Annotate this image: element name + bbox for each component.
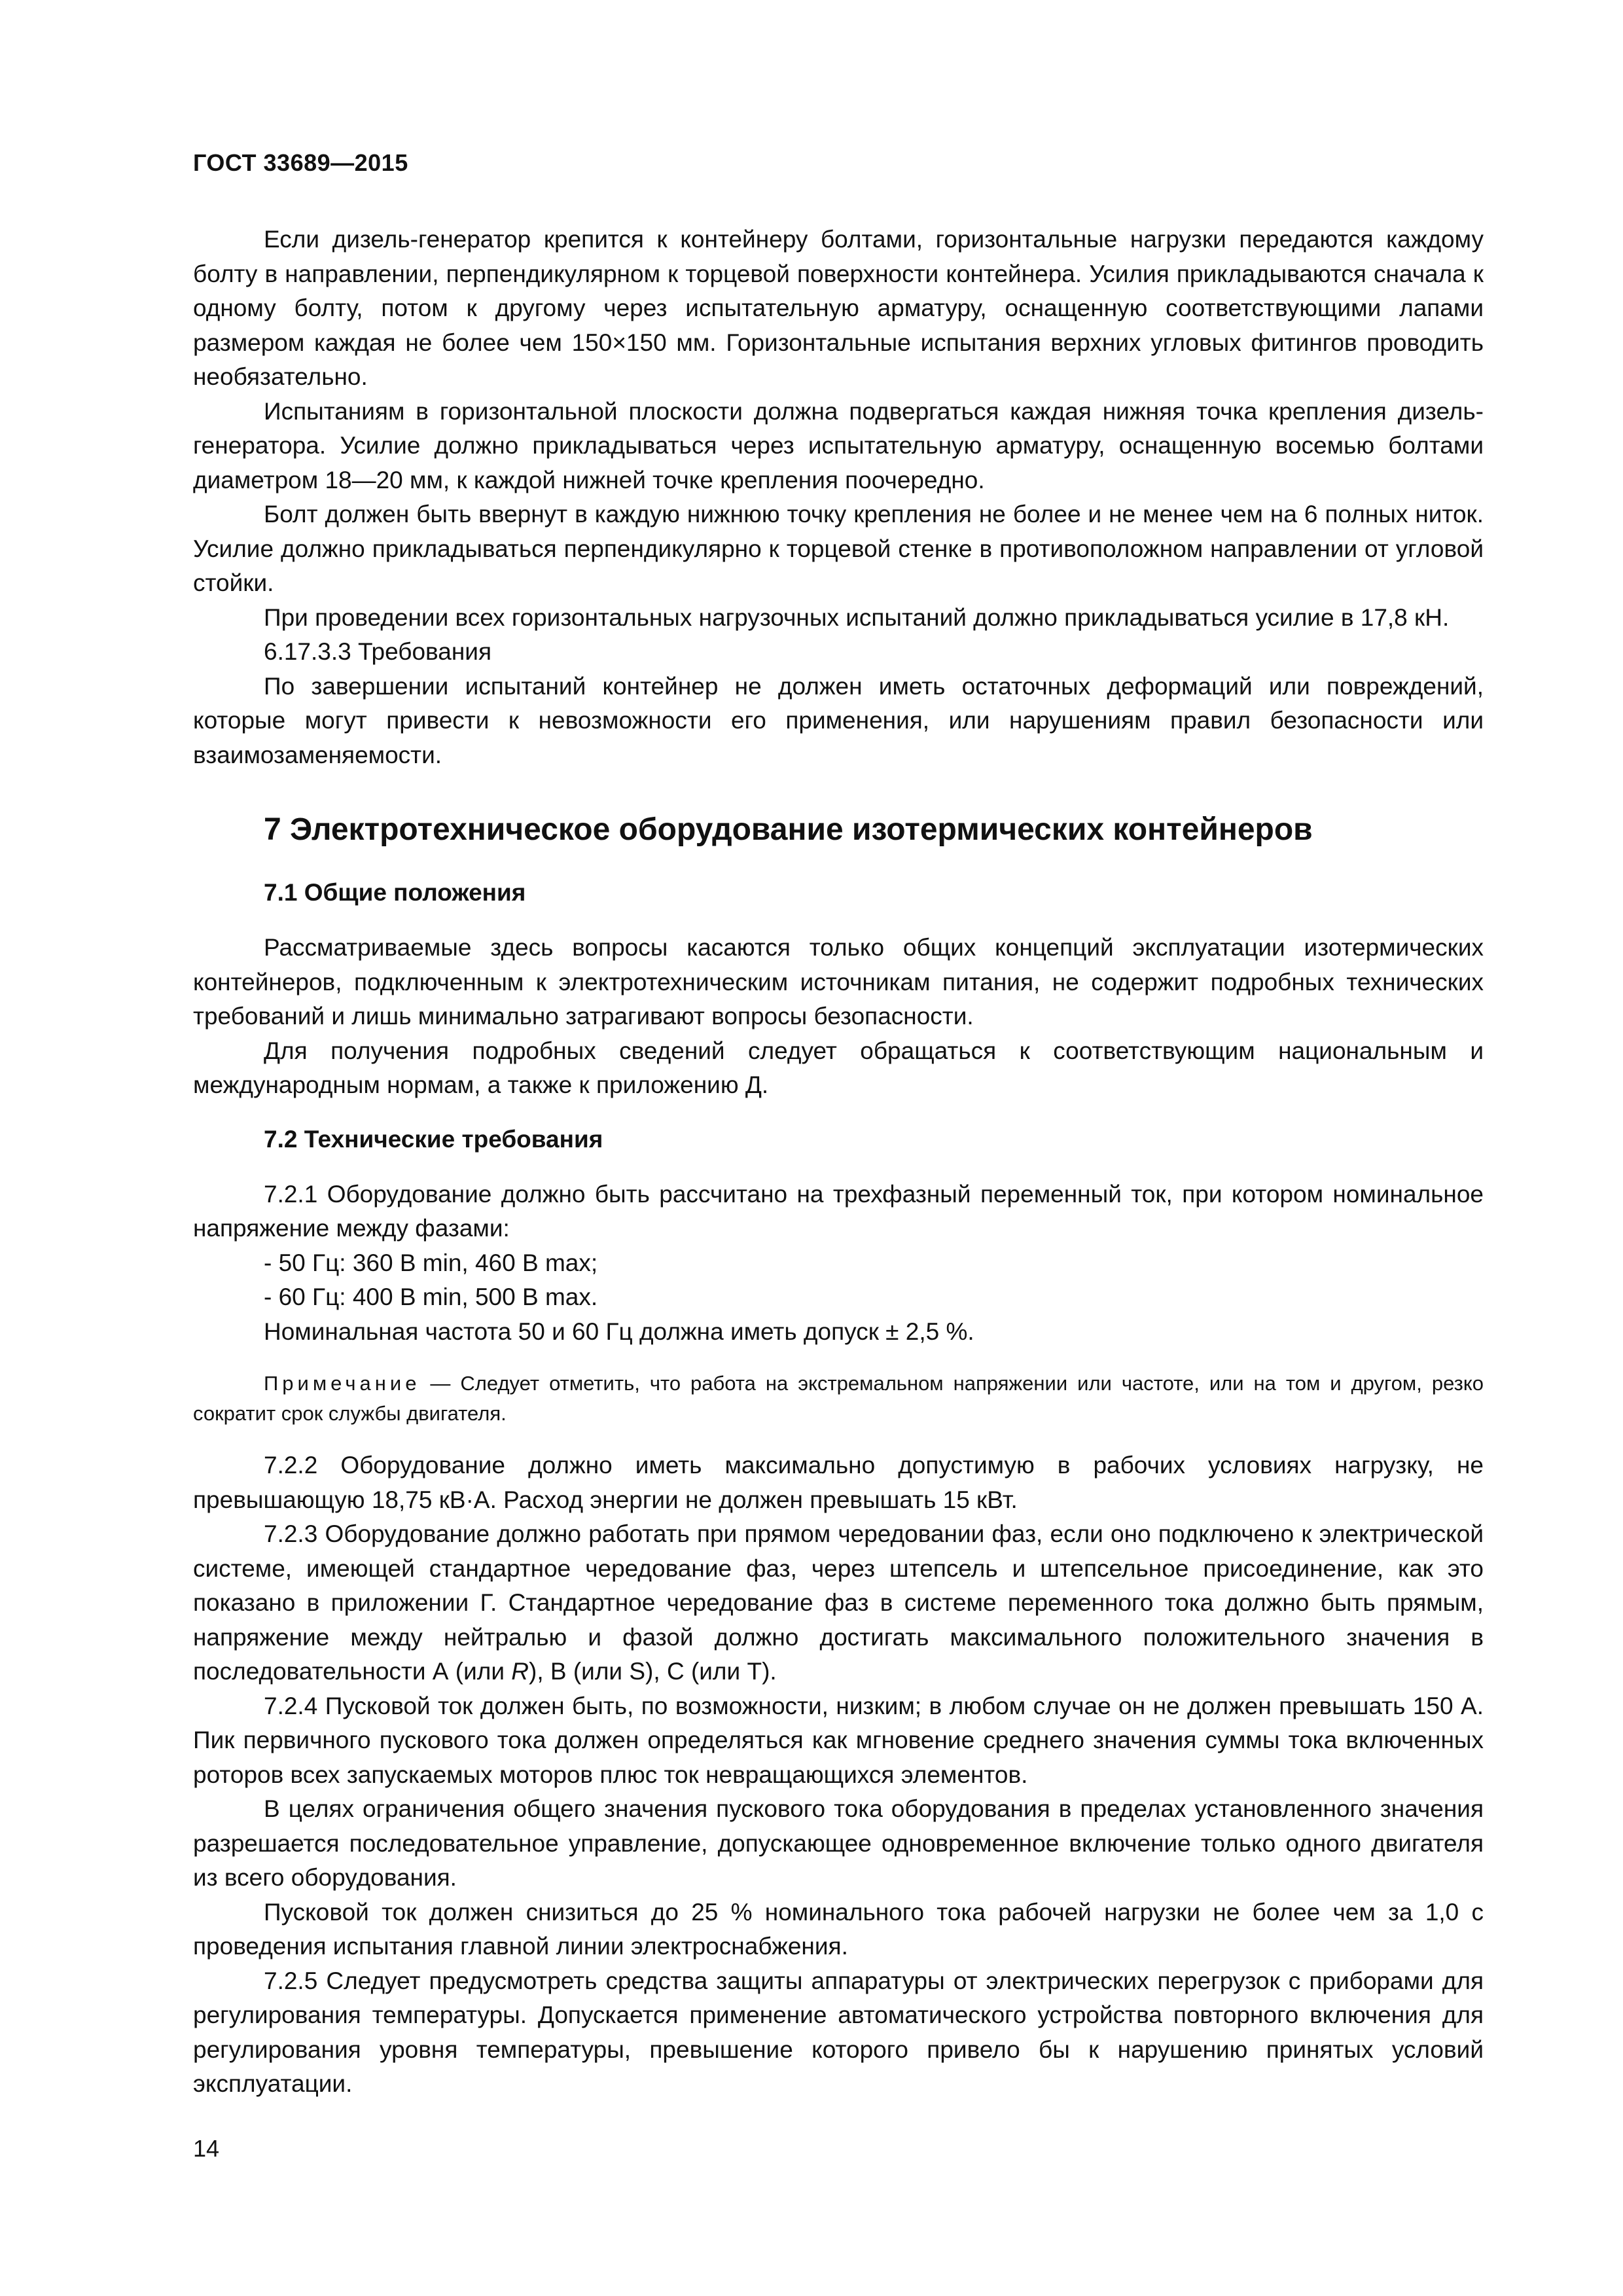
paragraph: Испытаниям в горизонтальной плоскости должна подвергаться каждая нижняя точка крепления дизель-генератора. Усилие должно прикладываться через испытательную арматуру, оснащенную восемью болтами диаметром 18—20 мм, к каждой нижней точке крепления поочередно. — [193, 397, 1484, 493]
paragraph: Болт должен быть ввернут в каждую нижнюю точку крепления не более и не менее чем на 6 полных ниток. Усилие должно прикладываться перпендикулярно к торцевой стенке в противоположном направлении от угловой стойки. — [193, 501, 1484, 596]
list-item: - 50 Гц: 360 В min, 460 В max; — [264, 1249, 598, 1276]
text-run: 7.2.3 Оборудование должно работать при прямом чередовании фаз, если оно подключено к электрической системе, имеющей стандартное чередование фаз, через штепсель и штепсельное присоединение, как это показано в приложении Г. Стандартное чередование фаз в системе переменного тока должно быть прямым, напряжение между нейтралью и фазой должно достигать максимального положительного значения в последовательности А (или — [193, 1520, 1484, 1685]
note-text: — Следует отметить, что работа на экстремальном напряжении или частоте, или на том и другом, резко сократит срок службы двигателя. — [193, 1372, 1484, 1425]
paragraph: Для получения подробных сведений следует обращаться к соответствующим национальным и международным нормам, а также к приложению Д. — [193, 1037, 1484, 1098]
note — [193, 1369, 1484, 1429]
document-body — [193, 223, 1484, 2102]
paragraph: 7.2.5 Следует предусмотреть средства защиты аппаратуры от электрических перегрузок с приборами для регулирования температуры. Допускается применение автоматического устройства повторного включения для регулирования уровня температуры, превышение которого привело бы к нарушению принятых условий эксплуатации. — [193, 1967, 1484, 2097]
section-heading: 7 Электротехническое оборудование изотермических контейнеров — [264, 812, 1313, 847]
paragraph: По завершении испытаний контейнер не должен иметь остаточных деформаций или повреждений, которые могут привести к невозможности его применения, или нарушениям правил безопасности или взаимозаменяемости. — [193, 672, 1484, 768]
text-run: ), В (или S), С (или Т). — [529, 1658, 777, 1685]
paragraph: Пусковой ток должен снизиться до 25 % номинального тока рабочей нагрузки не более чем за 1,0 с проведения испытания главной линии электроснабжения. — [193, 1898, 1484, 1960]
italic-symbol: R — [511, 1658, 529, 1685]
clause-heading: 6.17.3.3 Требования — [264, 638, 491, 665]
paragraph: Если дизель-генератор крепится к контейнеру болтами, горизонтальные нагрузки передаются каждому болту в направлении, перпендикулярном к торцевой поверхности контейнера. Усилия прикладываются сначала к одному болту, потом к другому через испытательную арматуру, оснащенную соответствующими лапами размером каждая не более чем 150×150 мм. Горизонтальные испытания верхних угловых фитингов проводить необязательно. — [193, 226, 1484, 390]
paragraph — [193, 1517, 1484, 1689]
page-number: 14 — [193, 2135, 220, 2162]
paragraph: При проведении всех горизонтальных нагрузочных испытаний должно прикладываться усилие в 17,8 кН. — [264, 603, 1450, 631]
subsection-heading: 7.1 Общие положения — [264, 879, 526, 906]
paragraph: Номинальная частота 50 и 60 Гц должна иметь допуск ± 2,5 %. — [264, 1318, 974, 1345]
paragraph: Рассматриваемые здесь вопросы касаются только общих концепций эксплуатации изотермических контейнеров, подключенным к электротехническим источникам питания, не содержит подробных технических требований и лишь минимально затрагивают вопросы безопасности. — [193, 934, 1484, 1030]
list-item: - 60 Гц: 400 В min, 500 В max. — [264, 1283, 598, 1310]
subsection-heading: 7.2 Технические требования — [264, 1125, 603, 1153]
paragraph: 7.2.1 Оборудование должно быть рассчитано на трехфазный переменный ток, при котором номинальное напряжение между фазами: — [193, 1180, 1484, 1242]
document-header: ГОСТ 33689—2015 — [193, 149, 408, 176]
paragraph: 7.2.4 Пусковой ток должен быть, по возможности, низким; в любом случае он не должен превышать 150 А. Пик первичного пускового тока должен определяться как мгновение среднего значения суммы тока включенных роторов всех запускаемых моторов плюс ток невращающихся элементов. — [193, 1692, 1484, 1788]
paragraph: 7.2.2 Оборудование должно иметь максимально допустимую в рабочих условиях нагрузку, не превышающую 18,75 кВ·А. Расход энергии не должен превышать 15 кВт. — [193, 1452, 1484, 1513]
paragraph: В целях ограничения общего значения пускового тока оборудования в пределах установленного значения разрешается последовательное управление, допускающее одновременное включение только одного двигателя из всего оборудования. — [193, 1795, 1484, 1891]
note-label: Примечание — [264, 1372, 421, 1395]
